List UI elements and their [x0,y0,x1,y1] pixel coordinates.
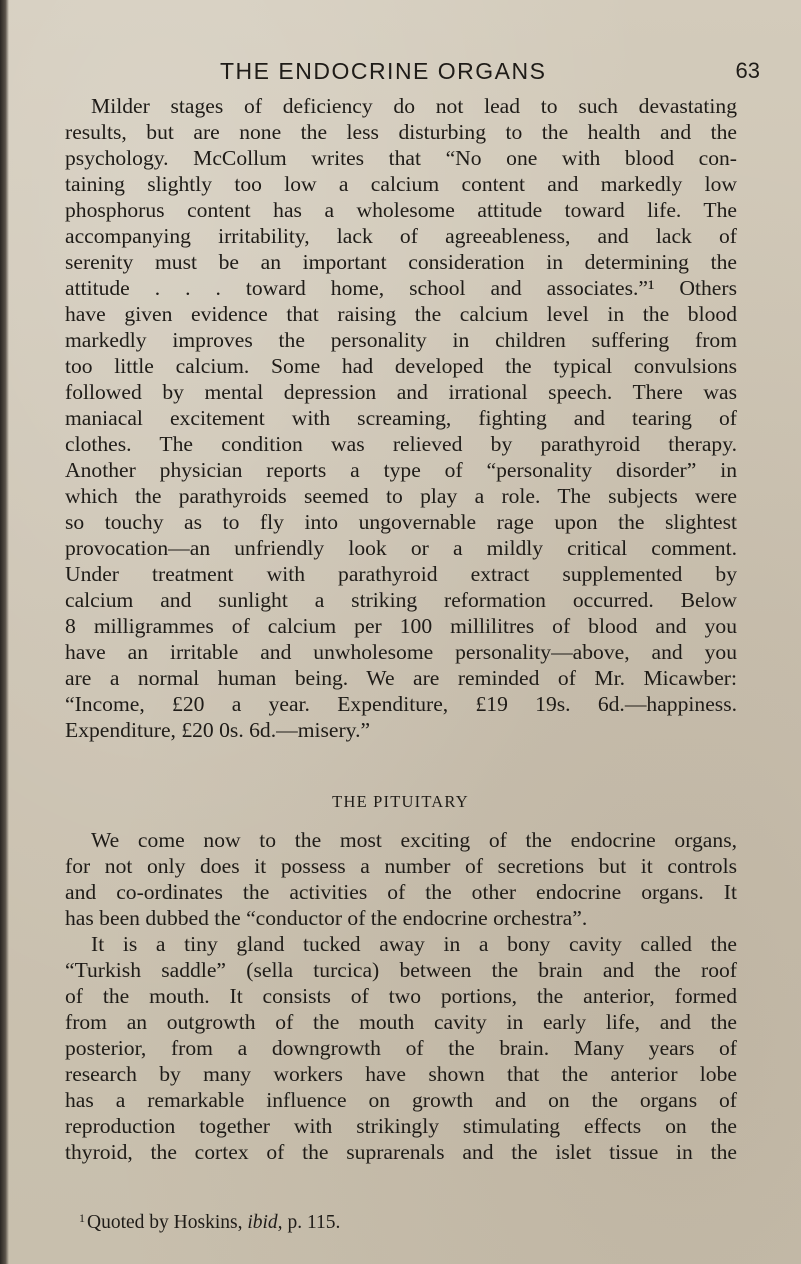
text-line: attitude . . . toward home, school and associates.”¹ Others [65,276,737,300]
text-line: of the mouth. It consists of two portions, the anterior, formed [65,984,737,1008]
text-line: Milder stages of deficiency do not lead to such devastating [91,94,737,118]
text-line: Another physician reports a type of “personality disorder” in [65,458,737,482]
text-line: reproduction together with strikingly stimulating effects on the [65,1114,737,1138]
footnote-marker: 1 [79,1211,85,1225]
text-line: which the parathyroids seemed to play a role. The subjects were [65,484,737,508]
footnote [79,1211,340,1234]
text-line: 8 milligrammes of calcium per 100 millilitres of blood and you [65,614,737,638]
text-line: has been dubbed the “conductor of the endocrine orchestra”. [65,906,588,930]
text-line: too little calcium. Some had developed the typical convulsions [65,354,737,378]
text-line: It is a tiny gland tucked away in a bony cavity called the [91,932,737,956]
text-line: “Turkish saddle” (sella turcica) between the brain and the roof [65,958,737,982]
text-line: We come now to the most exciting of the endocrine organs, [91,828,737,852]
text-line: maniacal excitement with screaming, fighting and tearing of [65,406,737,430]
book-spine-shadow [0,0,9,1264]
text-line: calcium and sunlight a striking reformation occurred. Below [65,588,737,612]
footnote-text: Quoted by Hoskins, [87,1212,243,1233]
text-line: research by many workers have shown that the anterior lobe [65,1062,737,1086]
footnote-source: ibid, [247,1212,283,1233]
text-line: for not only does it possess a number of secretions but it controls [65,854,737,878]
text-line: posterior, from a downgrowth of the brain. Many years of [65,1036,737,1060]
section-heading-pituitary: THE PITUITARY [332,792,469,811]
page-number: 63 [735,58,760,83]
text-line: so touchy as to fly into ungovernable rage upon the slightest [65,510,737,534]
text-line: phosphorus content has a wholesome attitude toward life. The [65,198,737,222]
text-line: markedly improves the personality in children suffering from [65,328,737,352]
text-line: clothes. The condition was relieved by parathyroid therapy. [65,432,737,456]
text-line: psychology. McCollum writes that “No one with blood con- [65,146,737,170]
text-line: from an outgrowth of the mouth cavity in early life, and the [65,1010,737,1034]
text-line: has a remarkable influence on growth and on the organs of [65,1088,737,1112]
text-line: “Income, £20 a year. Expenditure, £19 19s. 6d.—happiness. [65,692,737,716]
text-line: taining slightly too low a calcium content and markedly low [65,172,737,196]
text-line: have given evidence that raising the calcium level in the blood [65,302,737,326]
page-header [64,58,764,92]
text-line: accompanying irritability, lack of agreeableness, and lack of [65,224,737,248]
text-line: and co-ordinates the activities of the other endocrine organs. It [65,880,737,904]
footnote-page: p. 115. [287,1212,341,1233]
text-line: Under treatment with parathyroid extract supplemented by [65,562,737,586]
text-line: followed by mental depression and irrational speech. There was [65,380,737,404]
text-line: are a normal human being. We are reminded of Mr. Micawber: [65,666,737,690]
text-line: have an irritable and unwholesome personality—above, and you [65,640,737,664]
text-line: provocation—an unfriendly look or a mildly critical comment. [65,536,737,560]
text-line: Expenditure, £20 0s. 6d.—misery.” [65,718,371,742]
running-title: THE ENDOCRINE ORGANS [220,58,547,84]
text-line: results, but are none the less disturbing to the health and the [65,120,737,144]
text-line: serenity must be an important consideration in determining the [65,250,737,274]
text-line: thyroid, the cortex of the suprarenals and the islet tissue in the [65,1140,737,1164]
